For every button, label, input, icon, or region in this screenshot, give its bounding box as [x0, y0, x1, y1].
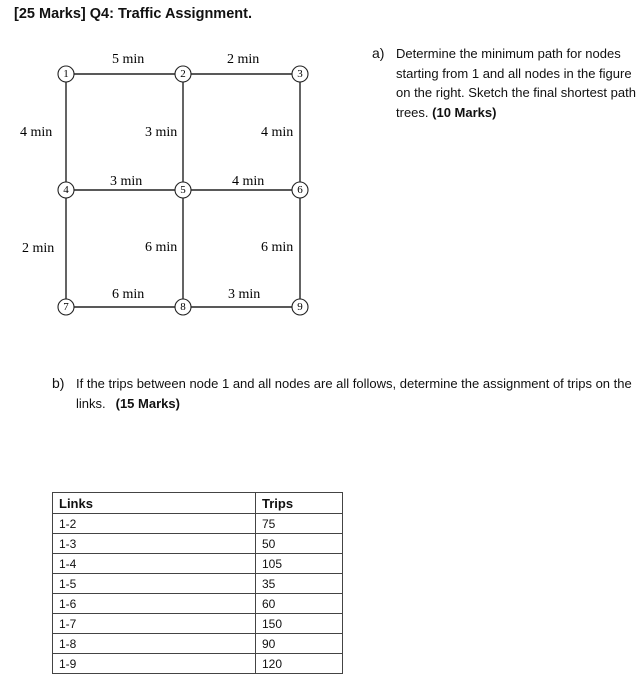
- node-2-label: 2: [180, 68, 186, 80]
- label-4-5: 3 min: [110, 174, 143, 189]
- link-cell: 1-9: [53, 654, 256, 674]
- part-a-marks: (10 Marks): [432, 104, 497, 120]
- network-diagram: [0, 40, 340, 330]
- node-4-label: 4: [63, 184, 69, 196]
- part-a-letter: a): [372, 45, 385, 61]
- node-5-label: 5: [180, 184, 186, 196]
- label-8-9: 3 min: [228, 287, 261, 302]
- node-9-label: 9: [297, 301, 303, 313]
- label-2-5: 3 min: [145, 125, 178, 140]
- trips-cell: 60: [256, 594, 343, 614]
- label-5-8: 6 min: [145, 240, 178, 255]
- link-cell: 1-7: [53, 614, 256, 634]
- table-row: [53, 634, 343, 654]
- label-4-7: 2 min: [22, 241, 55, 256]
- question-title: [25 Marks] Q4: Traffic Assignment.: [14, 6, 252, 22]
- label-7-8: 6 min: [112, 287, 145, 302]
- link-cell: 1-5: [53, 574, 256, 594]
- trips-cell: 75: [256, 514, 343, 534]
- link-cell: 1-6: [53, 594, 256, 614]
- label-3-6: 4 min: [261, 125, 294, 140]
- part-b-text: If the trips between node 1 and all nodes are all follows, determine the assignment of trips on the links.: [76, 376, 632, 411]
- label-2-3: 2 min: [227, 52, 260, 67]
- label-6-9: 6 min: [261, 240, 294, 255]
- link-cell: 1-2: [53, 514, 256, 534]
- table-row: [53, 554, 343, 574]
- link-cell: 1-8: [53, 634, 256, 654]
- table-row: [53, 574, 343, 594]
- table-header-row: [53, 493, 343, 514]
- node-6-label: 6: [297, 184, 303, 196]
- label-1-2: 5 min: [112, 52, 145, 67]
- link-cell: 1-3: [53, 534, 256, 554]
- node-1-label: 1: [63, 68, 69, 80]
- part-a: [372, 44, 642, 122]
- part-b: [52, 374, 642, 413]
- trips-cell: 50: [256, 534, 343, 554]
- part-b-marks: (15 Marks): [115, 395, 180, 411]
- trips-cell: 105: [256, 554, 343, 574]
- label-5-6: 4 min: [232, 174, 265, 189]
- table-row: [53, 514, 343, 534]
- header-links: Links: [53, 493, 256, 514]
- table-row: [53, 614, 343, 634]
- table-row: [53, 654, 343, 674]
- part-a-text: Determine the minimum path for nodes starting from 1 and all nodes in the figure on the right. Sketch the final shortest path trees.: [396, 46, 636, 120]
- table-row: [53, 594, 343, 614]
- link-cell: 1-4: [53, 554, 256, 574]
- trips-cell: 90: [256, 634, 343, 654]
- header-trips: Trips: [256, 493, 343, 514]
- node-3-label: 3: [297, 68, 303, 80]
- label-1-4: 4 min: [20, 125, 53, 140]
- table-row: [53, 534, 343, 554]
- trips-cell: 35: [256, 574, 343, 594]
- trips-cell: 120: [256, 654, 343, 674]
- node-8-label: 8: [180, 301, 186, 313]
- node-7-label: 7: [63, 301, 69, 313]
- part-b-letter: b): [52, 375, 65, 391]
- trips-cell: 150: [256, 614, 343, 634]
- trips-table: [52, 492, 343, 674]
